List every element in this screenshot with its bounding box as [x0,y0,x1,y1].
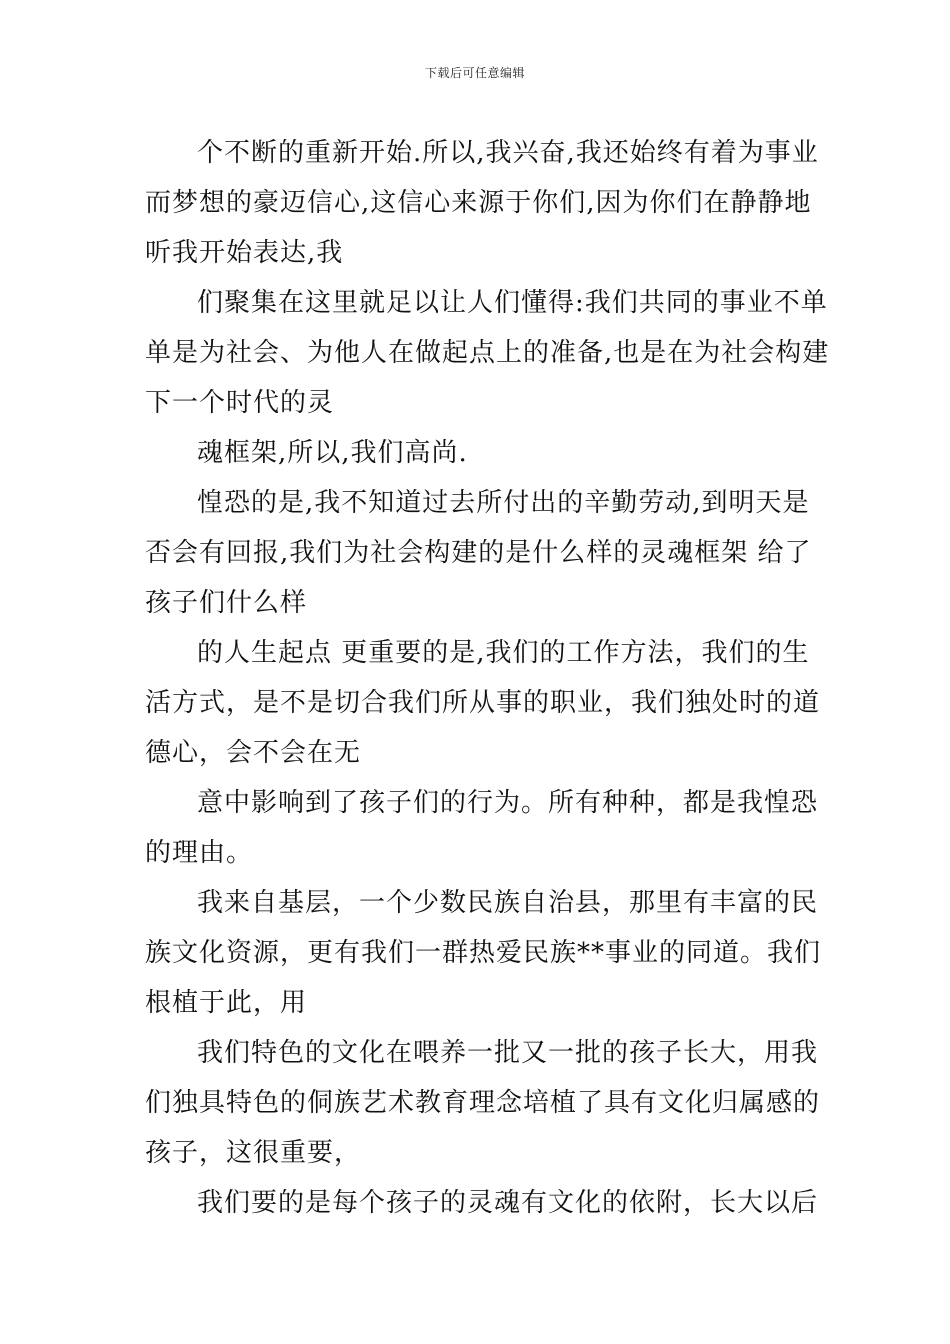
text-line: 孩子，这很重要， [145,1138,362,1168]
paragraph [145,428,810,478]
paragraph [145,878,822,1028]
text-line: 惶恐的是,我不知道过去所付出的辛勤劳动,到明天是 [197,488,810,518]
text-line: 而梦想的豪迈信心,这信心来源于你们,因为你们在静静地 [145,188,812,218]
text-line: 们聚集在这里就足以让人们懂得:我们共同的事业不单 [197,288,828,318]
text-line: 根植于此，用 [145,988,308,1018]
text-line: 的人生起点 更重要的是,我们的工作方法，我们的生 [197,638,810,668]
text-line: 意中影响到了孩子们的行为。所有种种，都是我惶恐 [197,788,819,818]
text-line: 下一个时代的灵 [145,388,335,418]
text-line: 单是为社会、为他人在做起点上的准备,也是在为社会构建 [145,338,830,368]
paragraph [145,1178,819,1228]
paragraph [145,1028,821,1178]
document-body [145,128,830,1228]
text-line: 魂框架,所以,我们高尚. [197,438,468,468]
text-line: 我们特色的文化在喂养一批又一批的孩子长大，用我 [197,1038,819,1068]
paragraph [145,628,821,778]
text-line: 听我开始表达,我 [145,238,344,268]
paragraph [145,478,810,628]
text-line: 们独具特色的侗族艺术教育理念培植了具有文化归属感的 [145,1088,821,1118]
paragraph [145,128,819,278]
text-line: 个不断的重新开始.所以,我兴奋,我还始终有着为事业 [197,138,819,168]
paragraph [145,778,819,878]
text-line: 族文化资源，更有我们一群热爱民族**事业的同道。我们 [145,938,822,968]
text-line: 我们要的是每个孩子的灵魂有文化的依附，长大以后 [197,1188,819,1218]
text-line: 孩子们什么样 [145,588,308,618]
text-line: 的理由。 [145,838,254,868]
paragraph [145,278,830,428]
text-line: 否会有回报,我们为社会构建的是什么样的灵魂框架 给了 [145,538,812,568]
text-line: 活方式，是不是切合我们所从事的职业，我们独处时的道 [145,688,821,718]
text-line: 德心，会不会在无 [145,738,362,768]
text-line: 我来自基层，一个少数民族自治县，那里有丰富的民 [197,888,819,918]
page-header: 下载后可任意编辑 [424,66,525,80]
